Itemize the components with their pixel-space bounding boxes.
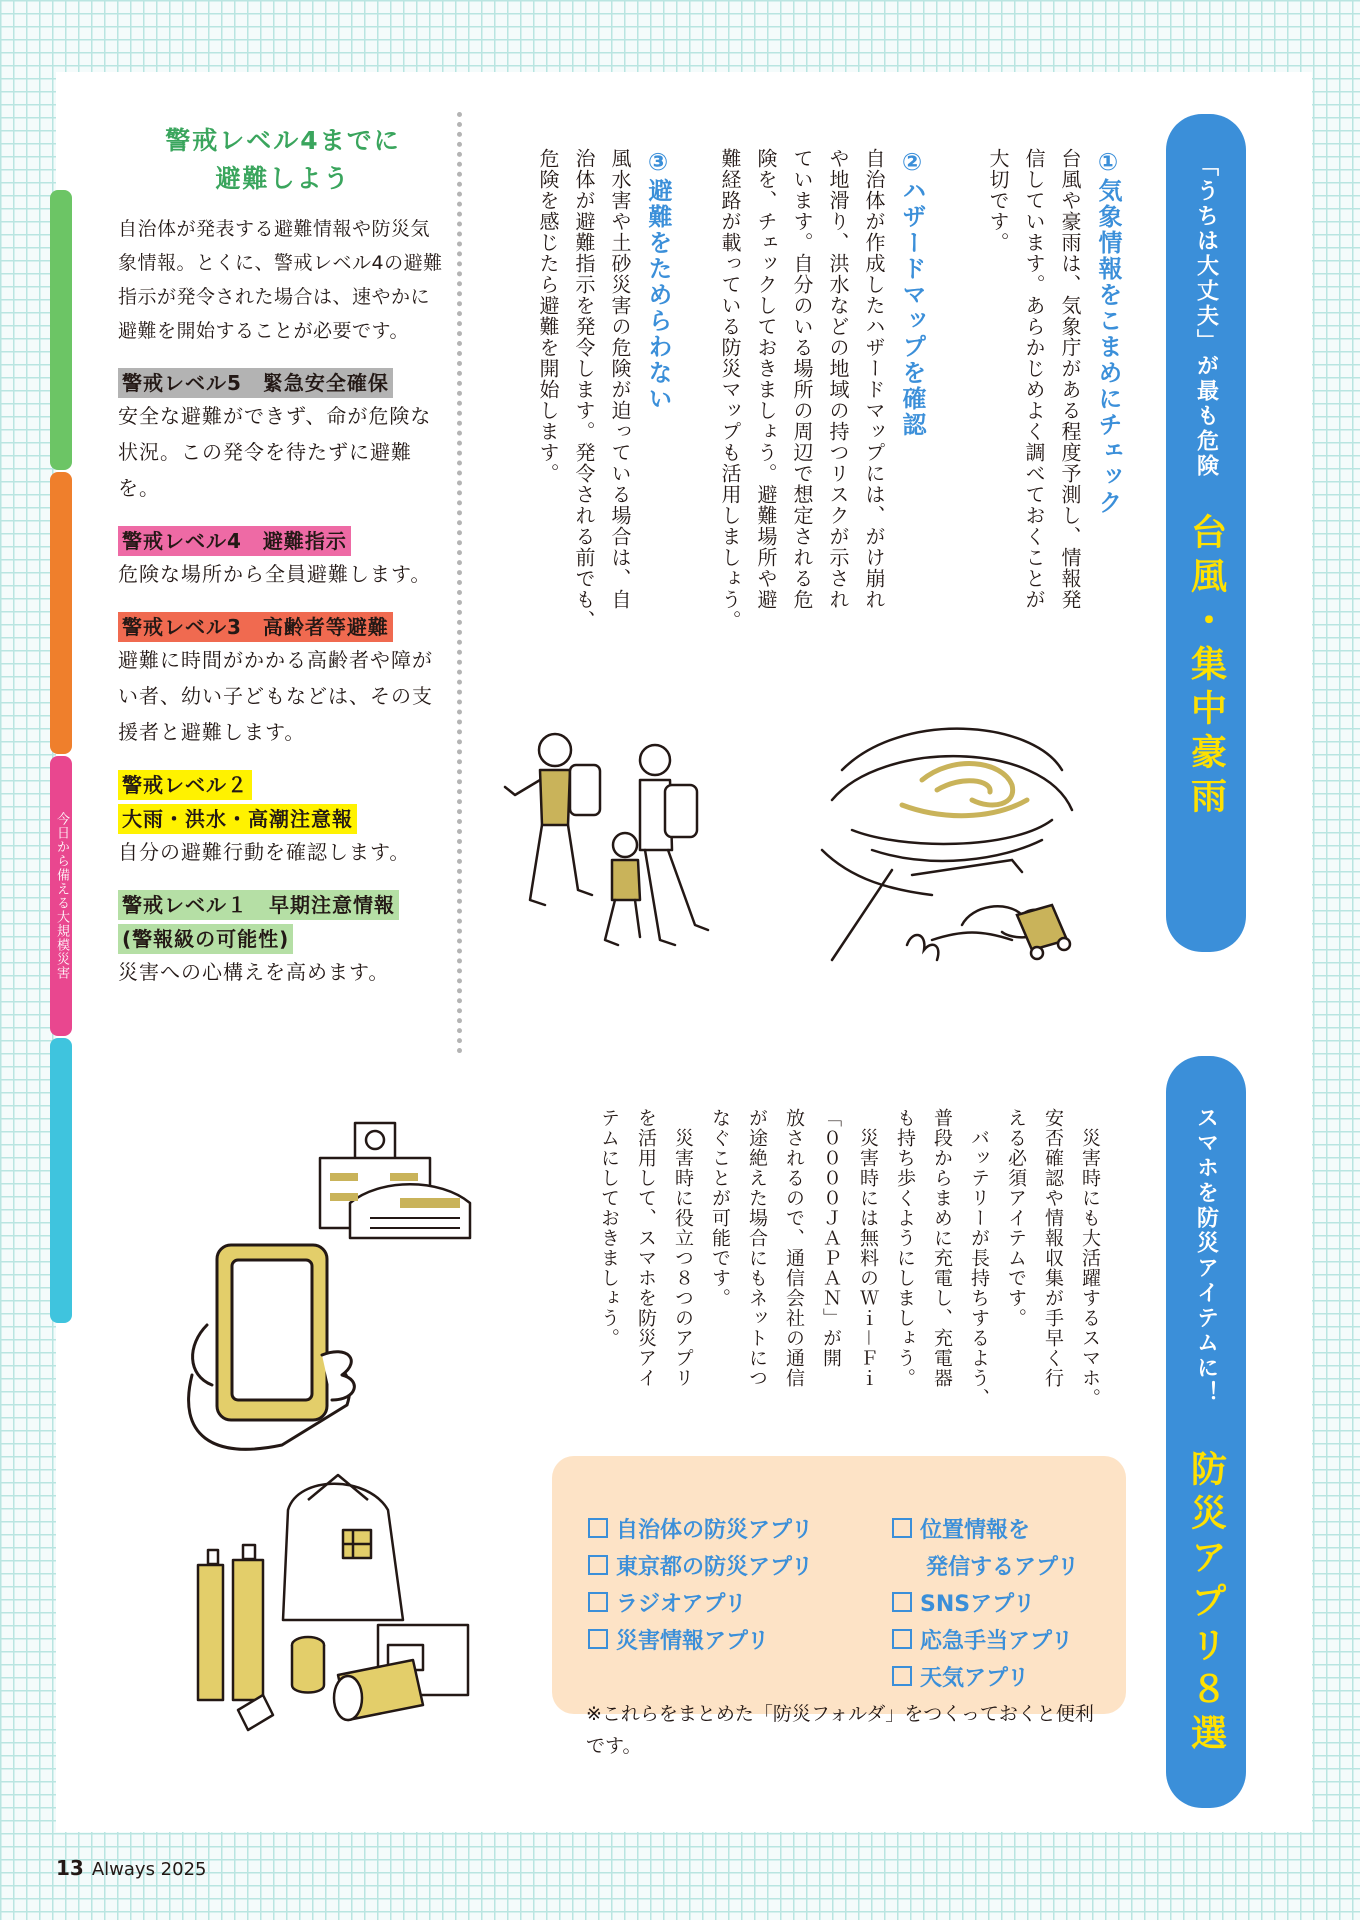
checkbox-icon[interactable] bbox=[892, 1666, 912, 1686]
banner-title: 台風・集中豪雨 bbox=[1185, 513, 1227, 821]
disaster-apps-banner bbox=[1166, 1056, 1246, 1808]
family-evacuating-illustration bbox=[500, 725, 730, 955]
level-desc: 避難に時間がかかる高齢者や障がい者、幼い子どもなどは、その支援者と避難します。 bbox=[118, 648, 433, 744]
page-footer bbox=[56, 1856, 206, 1880]
app-label: 位置情報を bbox=[920, 1518, 1031, 1543]
checkbox-icon[interactable] bbox=[892, 1592, 912, 1612]
section-text-2: 信しています。あらかじめよく調べておくことが bbox=[1022, 148, 1046, 610]
app-item[interactable] bbox=[588, 1586, 813, 1623]
section-text-2: 治体が避難指示を発令します。発令される前でも、 bbox=[572, 148, 596, 631]
app-label: 天気アプリ bbox=[920, 1666, 1030, 1691]
index-tab-blue[interactable] bbox=[50, 1038, 72, 1323]
app-label: 応急手当アプリ bbox=[920, 1629, 1074, 1654]
article-line: を活用して、スマホを防災アイ bbox=[635, 1108, 657, 1388]
checkbox-icon[interactable] bbox=[588, 1555, 608, 1575]
checkbox-icon[interactable] bbox=[588, 1518, 608, 1538]
app-label: ラジオアプリ bbox=[616, 1592, 747, 1617]
app-item[interactable] bbox=[892, 1660, 1079, 1697]
app-item[interactable] bbox=[588, 1549, 813, 1586]
level-desc: 危険な場所から全員避難します。 bbox=[118, 562, 432, 586]
article-line: 災害時に役立つ８つのアプリ bbox=[672, 1108, 694, 1388]
app-label: 東京都の防災アプリ bbox=[616, 1555, 814, 1580]
level-2 bbox=[118, 770, 448, 870]
section-text-1: 自治体が作成したハザードマップには、がけ崩れ bbox=[862, 148, 886, 610]
section-text-4: 険を、チェックしておきましょう。避難場所や避 bbox=[754, 148, 778, 610]
school-building-illustration bbox=[310, 1118, 480, 1243]
page-number: 13 bbox=[56, 1856, 84, 1880]
article-line: 普段からまめに充電し、充電器 bbox=[931, 1108, 953, 1388]
index-tab-green[interactable] bbox=[50, 190, 72, 470]
level-tag-detail: 大雨・洪水・高潮注意報 bbox=[118, 804, 357, 834]
section-heading: ③避難をためらわない bbox=[644, 148, 672, 412]
apps-list-right bbox=[892, 1512, 1079, 1697]
smartphone-article bbox=[590, 1108, 1108, 1448]
section-evacuate bbox=[530, 148, 676, 708]
app-item-continued bbox=[892, 1549, 1079, 1586]
banner-subtitle: スマホを防災アイテムに！ bbox=[1193, 1106, 1219, 1406]
typhoon-illustration bbox=[812, 700, 1092, 980]
checkbox-icon[interactable] bbox=[588, 1629, 608, 1649]
level-desc: 自分の避難行動を確認します。 bbox=[118, 840, 411, 864]
article-line: も持ち歩くようにしましょう。 bbox=[894, 1108, 916, 1388]
checkbox-icon[interactable] bbox=[892, 1518, 912, 1538]
section-text-3: ています。自分のいる場所の周辺で想定される危 bbox=[790, 148, 814, 610]
typhoon-banner bbox=[1166, 114, 1246, 952]
checkbox-icon[interactable] bbox=[892, 1629, 912, 1649]
section-text-3: 危険を感じたら避難を開始します。 bbox=[536, 148, 560, 484]
section-heading: ①気象情報をこまめにチェック bbox=[1094, 148, 1122, 516]
level-desc: 災害への心構えを高めます。 bbox=[118, 960, 390, 984]
app-item[interactable] bbox=[892, 1512, 1079, 1549]
smartphone-illustration bbox=[172, 1235, 382, 1455]
level-4 bbox=[118, 526, 448, 592]
article-line: が途絶えた場合にもネットにつ bbox=[746, 1108, 768, 1388]
article-line: える必須アイテムです。 bbox=[1005, 1108, 1027, 1328]
app-item[interactable] bbox=[588, 1512, 813, 1549]
dotted-divider bbox=[457, 112, 462, 1054]
apps-list-left bbox=[588, 1512, 813, 1660]
section-text-5: 難経路が載っている防災マップも活用しましょう。 bbox=[718, 148, 742, 631]
article-line: テムにしておきましょう。 bbox=[598, 1108, 620, 1348]
levels-intro: 自治体が発表する避難情報や防災気象情報。とくに、警戒レベル4の避難指示が発令された場合は、速やかに避難を開始することが必要です。 bbox=[118, 218, 443, 342]
levels-title-line-2: 避難しよう bbox=[215, 164, 351, 193]
article-line: 「００００ＪＡＰＡＮ」が開 bbox=[820, 1108, 842, 1368]
level-tag: 警戒レベル5 緊急安全確保 bbox=[118, 368, 393, 398]
emergency-supplies-illustration bbox=[188, 1470, 488, 1735]
section-weather-check bbox=[980, 148, 1126, 708]
levels-title-line-1: 警戒レベル4までに bbox=[165, 126, 401, 155]
level-3 bbox=[118, 612, 448, 750]
app-label: SNSアプリ bbox=[920, 1592, 1036, 1617]
article-line: 災害時にも大活躍するスマホ。 bbox=[1079, 1108, 1101, 1408]
level-desc: 安全な避難ができず、命が危険な状況。この発令を待たずに避難を。 bbox=[118, 404, 432, 500]
section-text-2: や地滑り、洪水などの地域の持つリスクが示され bbox=[826, 148, 850, 610]
index-tab-label: 今日から備える大規模災害 bbox=[54, 812, 69, 980]
app-item[interactable] bbox=[588, 1623, 813, 1660]
app-item[interactable] bbox=[892, 1623, 1079, 1660]
section-hazard-map bbox=[712, 148, 930, 708]
app-label: 自治体の防災アプリ bbox=[616, 1518, 814, 1543]
app-label: 災害情報アプリ bbox=[616, 1629, 770, 1654]
levels-title bbox=[118, 122, 448, 198]
section-text-1: 風水害や土砂災害の危険が迫っている場合は、自 bbox=[608, 148, 632, 610]
index-tab-orange[interactable] bbox=[50, 472, 72, 754]
level-tag: 警戒レベル4 避難指示 bbox=[118, 526, 351, 556]
level-tag: 警戒レベル２ bbox=[118, 770, 252, 800]
app-label: 発信するアプリ bbox=[926, 1555, 1080, 1580]
magazine-name: Always 2025 bbox=[91, 1859, 207, 1880]
apps-note: ※これらをまとめた「防災フォルダ」をつくっておくと便利です。 bbox=[586, 1703, 1094, 1757]
level-5 bbox=[118, 368, 448, 506]
level-tag: 警戒レベル１ 早期注意情報 bbox=[118, 890, 399, 920]
section-text-3: 大切です。 bbox=[986, 148, 1010, 253]
app-item[interactable] bbox=[892, 1586, 1079, 1623]
article-line: なぐことが可能です。 bbox=[709, 1108, 731, 1308]
level-1 bbox=[118, 890, 448, 990]
level-tag: 警戒レベル3 高齢者等避難 bbox=[118, 612, 393, 642]
checkbox-icon[interactable] bbox=[588, 1592, 608, 1612]
section-text-1: 台風や豪雨は、気象庁がある程度予測し、情報発 bbox=[1058, 148, 1082, 610]
warning-levels-box bbox=[118, 122, 448, 990]
banner-title: 防災アプリ８選 bbox=[1185, 1450, 1227, 1758]
banner-subtitle: 「うちは大丈夫」が最も危険 bbox=[1193, 154, 1219, 479]
level-tag-detail: (警報級の可能性) bbox=[118, 924, 293, 954]
article-line: バッテリーが長持ちするよう、 bbox=[968, 1108, 990, 1408]
article-line: 放されるので、通信会社の通信 bbox=[783, 1108, 805, 1388]
section-heading: ②ハザードマップを確認 bbox=[898, 148, 926, 438]
article-line: 災害時には無料のＷｉ－Ｆｉ bbox=[857, 1108, 879, 1389]
article-line: 安否確認や情報収集が手早く行 bbox=[1042, 1108, 1064, 1388]
